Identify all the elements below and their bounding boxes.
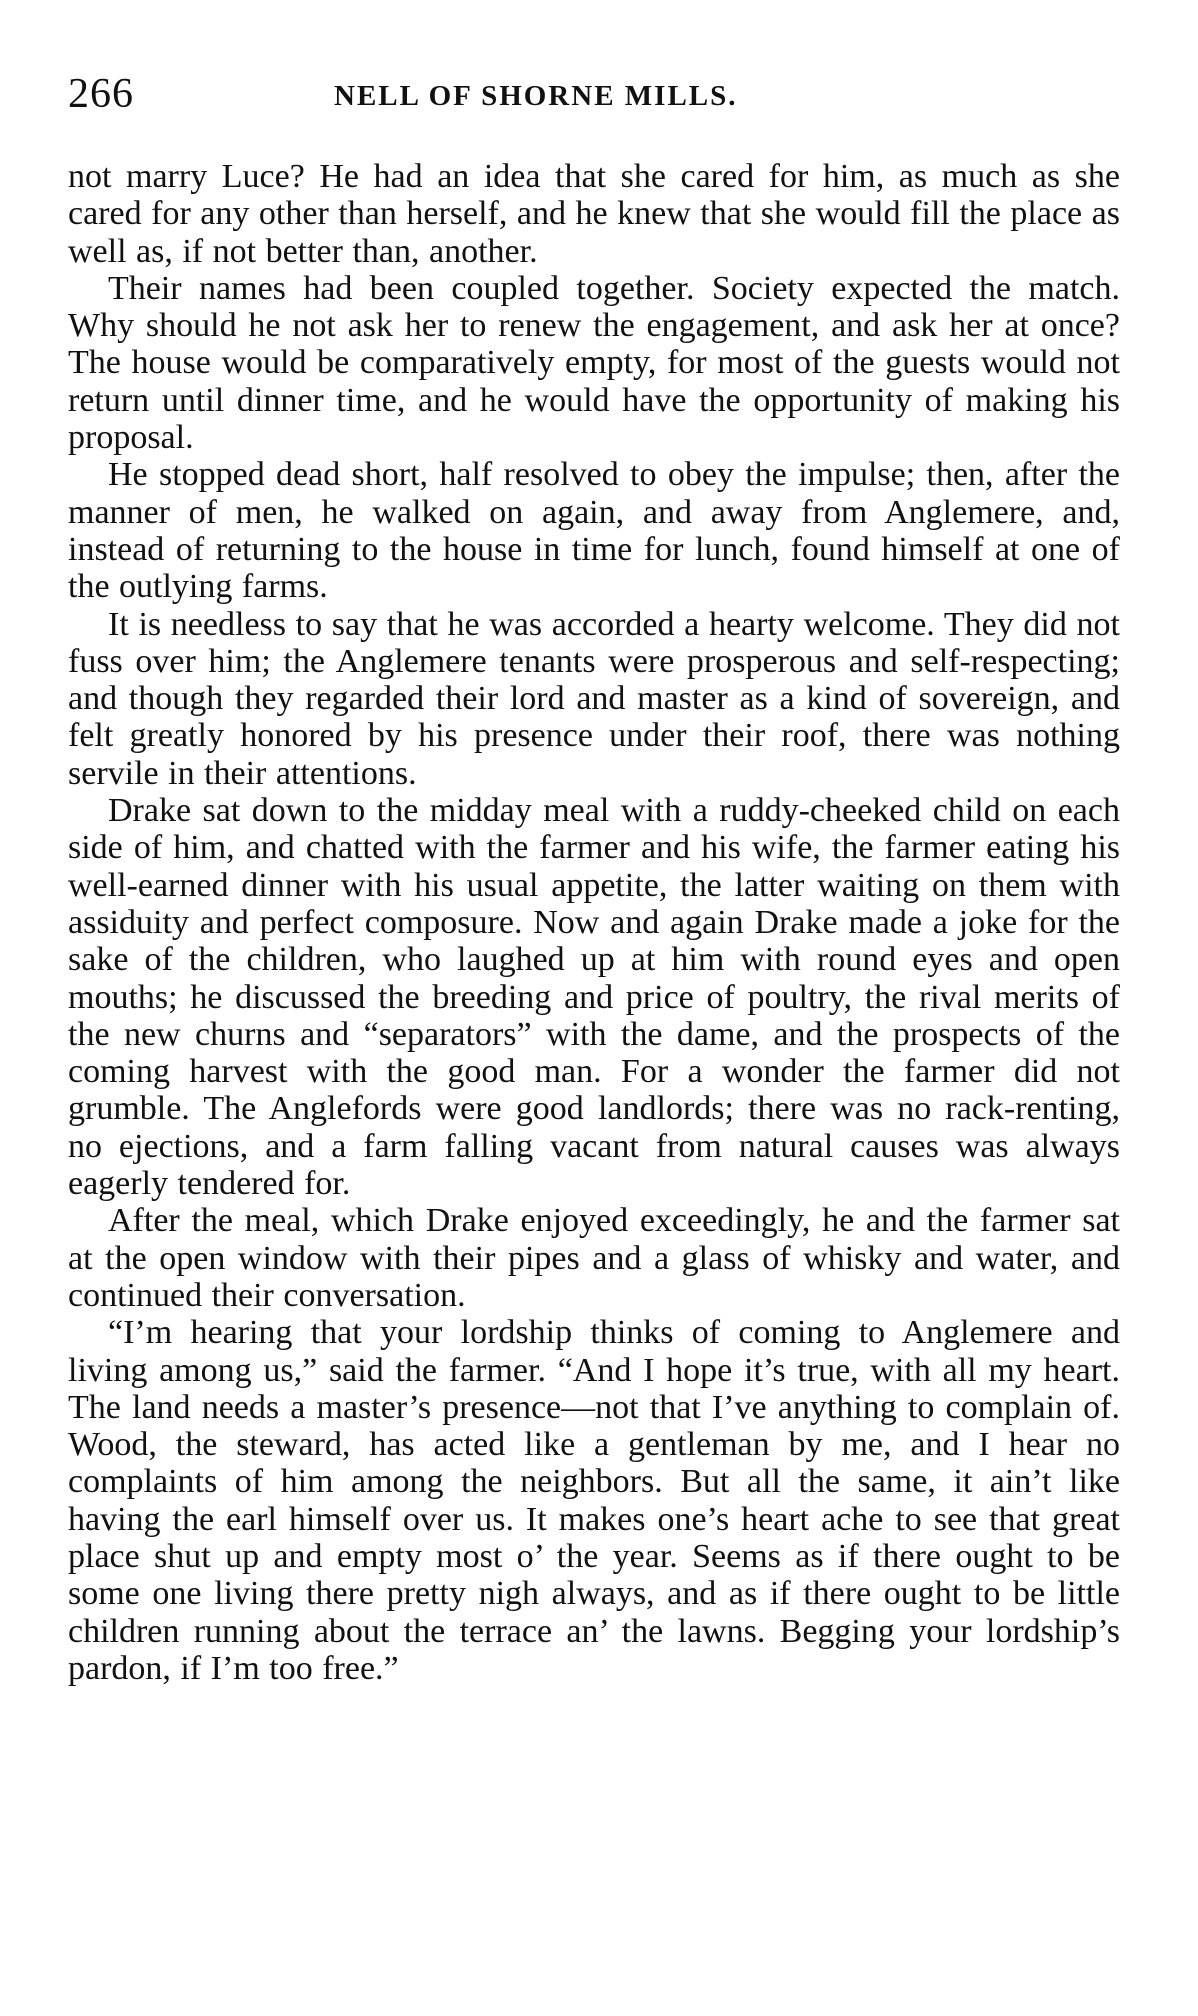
paragraph-2: Their names had been coupled together. Society expected the match. Why should he not ask her to renew the engagement, and ask her at once? The house would be comparatively empty, for most of the guests would not return until dinner time, and he would have the opportunity of making his proposal.	[68, 269, 1120, 457]
paragraph-6: After the meal, which Drake enjoyed exceedingly, he and the farmer sat at the open window with their pipes and a glass of whisky and water, and continued their conversation.	[68, 1202, 1120, 1314]
paragraph-4: It is needless to say that he was accorded a hearty welcome. They did not fuss over him; the Anglemere tenants were prosperous and self-respecting; and though they regarded their lord and master as a kind of sovereign, and felt greatly honored by his presence under their roof, there was nothing servile in their attentions.	[68, 605, 1120, 792]
paragraph-1: not marry Luce? He had an idea that she cared for him, as much as she cared for any other than herself, and he knew that she would fill the place as well as, if not better than, another.	[68, 158, 1120, 270]
paragraph-5: Drake sat down to the midday meal with a ruddy-cheeked child on each side of him, and chatted with the farmer and his wife, the farmer eating his well-earned dinner with his usual appetite, the latter waiting on them with assiduity and perfect composure. Now and again Drake made a joke for the sake of the children, who laughed up at him with round eyes and open mouths; he discussed the breeding and price of poultry, the rival merits of the new churns and “separators” with the dame, and the prospects of the coming harvest with the good man. For a wonder the farmer did not grumble. The Anglefords were good landlords; there was no rack-renting, no ejections, and a farm falling vacant from natural causes was always eagerly tendered for.	[68, 792, 1120, 1203]
page-header	[68, 70, 1120, 130]
page-number: 266	[68, 71, 134, 117]
running-title: NELL OF SHORNE MILLS.	[334, 80, 738, 112]
paragraph-3: He stopped dead short, half resolved to obey the impulse; then, after the manner of men, he walked on again, and away from Anglemere, and, instead of returning to the house in time for lunch, found himself at one of the outlying farms.	[68, 456, 1120, 606]
body-text	[68, 158, 1120, 1687]
paragraph-7: “I’m hearing that your lordship thinks of coming to Anglemere and living among us,” said the farmer. “And I hope it’s true, with all my heart. The land needs a master’s presence—not that I’ve anything to complain of. Wood, the steward, has acted like a gentleman by me, and I hear no complaints of him among the neighbors. But all the same, it ain’t like having the earl himself over us. It makes one’s heart ache to see that great place shut up and empty most o’ the year. Seems as if there ought to be some one living there pretty nigh always, and as if there ought to be little children running about the terrace an’ the lawns. Begging your lordship’s pardon, if I’m too free.”	[68, 1314, 1120, 1687]
book-page	[68, 70, 1120, 1687]
